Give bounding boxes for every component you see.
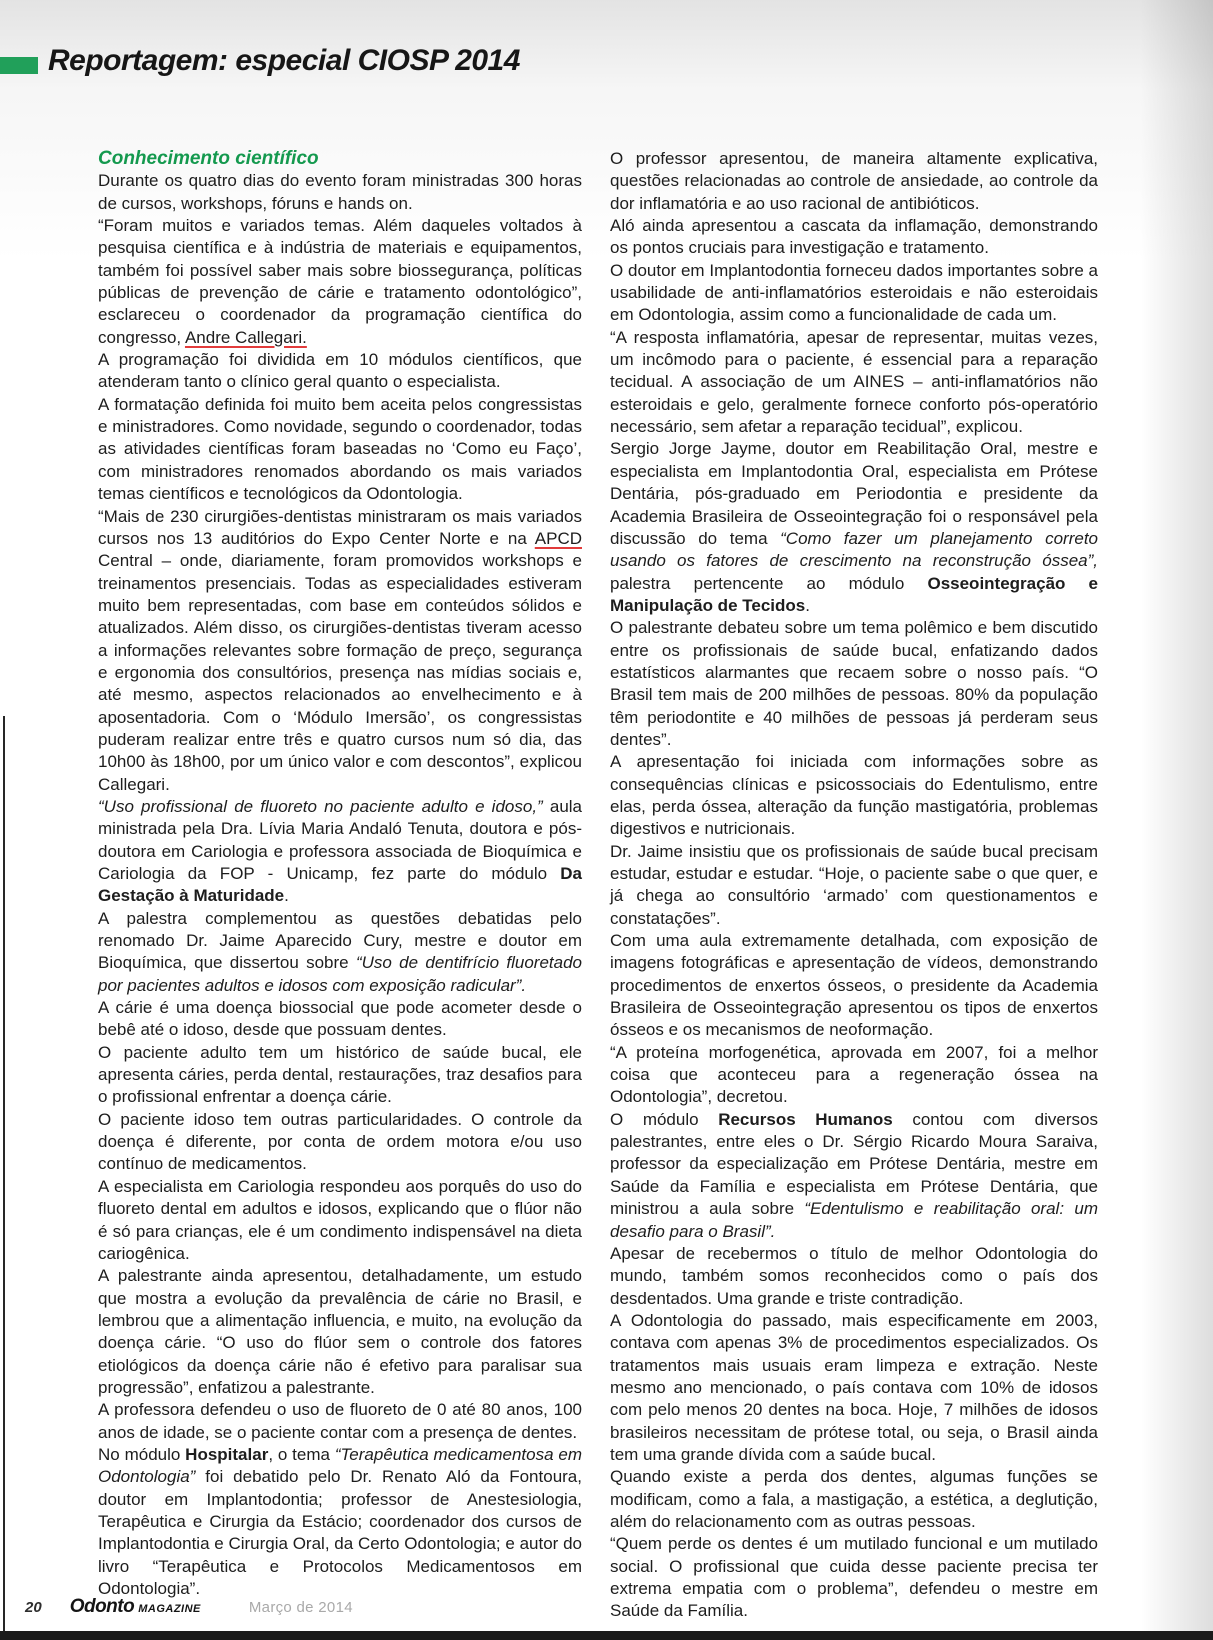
left-column-paragraphs [98,170,582,1600]
text-segment: O palestrante debateu sobre um tema polêmico e bem discutido entre os profissionais de saúde bucal, enfatizando dados estatísticos alarmantes que recaem sobre o nosso país. “O Brasil tem mais de 200 milhões de pessoas. 80% da população têm periodontite e 40 milhões de pessoas já perderam seus dentes”. [610,618,1098,749]
paragraph [98,1109,582,1176]
text-segment: A programação foi dividida em 10 módulos científicos, que atenderam tanto o clínico geral quanto o especialista. [98,350,582,392]
text-segment: A cárie é uma doença biossocial que pode acometer desde o bebê até o idoso, desde que possuam dentes. [98,998,582,1040]
right-column-paragraphs [610,148,1098,1623]
text-segment: contou com diversos palestrantes, entre eles o Dr. Sérgio Ricardo Moura Saraiva, professor da especialização em Prótese Dentária, mestre em Saúde da Família e especialista em Prótese Dentária, que ministrou a aula sobre [610,1109,1098,1219]
paragraph [610,260,1098,327]
magazine-logo-suffix: MAGAZINE [138,1603,201,1615]
paragraph [610,215,1098,260]
text-segment: Dr. Jaime insistiu que os profissionais de saúde bucal precisam estudar, estudar e estudar. “Hoje, o paciente sabe o que quer, e já chega ao consultório ‘armado’ com questionamentos e constatações”. [610,841,1098,928]
text-segment: A apresentação foi iniciada com informações sobre as consequências clínicas e psicossociais do Edentulismo, entre elas, perda óssea, alteração da função mastigatória, problemas digestivos e nutricionais. [610,752,1098,839]
text-segment: A palestrante ainda apresentou, detalhadamente, um estudo que mostra a evolução da prevalência de cárie no Brasil, e lembrou que a alimentação influencia, e muito, na evolução da doença cárie. “O uso do flúor sem o controle dos fatores etiológicos da doença cárie não é efetivo para paralisar sua progressão”, enfatizou a palestrante. [98,1266,582,1397]
text-segment: “Terapêutica medicamentosa em Odontologia” [98,1444,582,1487]
paragraph [98,170,582,215]
text-segment: A formatação definida foi muito bem aceita pelos congressistas e ministradores. Como novidade, segundo o coordenador, todas as atividades científicas foram baseadas no ‘Como eu Faço’, com ministradores renomados abordando os mais variados temas científicos e tecnológicos da Odontologia. [98,394,582,504]
text-segment: A Odontologia do passado, mais especificamente em 2003, contava com apenas 3% de procedimentos especializados. Os tratamentos mais usuais eram limpeza e extração. Neste mesmo ano mencionado, o país contava com 10% de idosos com pelo menos 20 dentes na boca. Hoje, 7 milhões de idosos brasileiros necessitam de prótese total, ou seja, o Brasil ainda tem uma grande dívida com a saúde bucal. [610,1310,1098,1464]
text-segment: “Foram muitos e variados temas. Além daqueles voltados à pesquisa científica e à indústria de materiais e equipamentos, também foi possível saber mais sobre biossegurança, políticas públicas de prevenção de cárie e tratamento odontológico”, esclareceu o coordenador da programação científica do congresso, [98,216,582,347]
paragraph [610,751,1098,840]
text-segment: O doutor em Implantodontia forneceu dados importantes sobre a usabilidade de anti-inflamatórios esteroidais e não esteroidais em Odontologia, assim como a funcionalidade de cada um. [610,260,1098,325]
page-title: Reportagem: especial CIOSP 2014 [48,44,520,77]
text-segment: Osseointegração e Manipulação de Tecidos [610,573,1098,615]
bottom-bar [0,1631,1213,1640]
paragraph [610,327,1098,439]
paragraph [98,1444,582,1600]
text-segment: Com uma aula extremamente detalhada, com exposição de imagens fotográficas e apresentação de vídeos, demonstrando procedimentos de enxertos ósseos, o presidente da Academia Brasileira de Osseointegração apresentou os tipos de enxertos ósseos e os mecanismos de neoformação. [610,931,1098,1040]
paragraph [98,1399,582,1444]
text-segment: , o tema [268,1444,335,1464]
text-segment: No módulo [98,1444,186,1464]
text-segment: aula ministrada pela Dra. Lívia Maria Andaló Tenuta, doutora e pós-doutora em Cariologia e professora associada de Bioquímica e Cariologia da FOP - Unicamp, fez parte do módulo [98,796,582,883]
text-segment: Recursos Humanos [718,1109,893,1129]
paragraph [98,796,582,908]
text-segment: Quando existe a perda dos dentes, algumas funções se modificam, como a fala, a mastigação, a estética, a deglutição, além do relacionamento com as outras pessoas. [610,1467,1098,1531]
text-segment: Da Gestação à Maturidade [98,864,582,906]
paragraph [610,617,1098,751]
paragraph [610,1466,1098,1533]
paragraph [98,1176,582,1265]
text-segment: Sergio Jorge Jayme, doutor em Reabilitação Oral, mestre e especialista em Implantodontia Oral, especialista em Prótese Dentária, pós-graduado em Periodontia e presidente da Academia Brasileira de Osseointegração foi o responsável pela discussão do tema [610,439,1098,548]
paragraph [98,908,582,997]
text-segment: O módulo [610,1109,719,1129]
text-segment: “Como fazer um planejamento correto usando os fatores de crescimento na reconstrução óssea”, [610,528,1098,571]
text-segment: “Mais de 230 cirurgiões-dentistas ministraram os mais variados cursos nos 13 auditórios do Expo Center Norte e na [98,506,582,548]
page-number: 20 [25,1599,42,1616]
paragraph [610,1533,1098,1622]
paragraph [610,438,1098,617]
paragraph [610,148,1098,215]
paragraph [610,930,1098,1042]
paragraph [610,841,1098,930]
text-segment: “A resposta inflamatória, apesar de representar, muitas vezes, um incômodo para o paciente, é essencial para a reparação tecidual. A associação de um AINES – anti-inflamatórios não esteroidais e gelo, geralmente fornece conforto pós-operatório necessário, sem afetar a reparação tecidual”, explicou. [610,327,1098,437]
text-segment: A palestra complementou as questões debatidas pelo renomado Dr. Jaime Aparecido Cury, mestre e doutor em Bioquímica, que dissertou sobre [98,908,582,973]
paragraph [98,1042,582,1109]
text-segment: O paciente idoso tem outras particularidades. O controle da doença é diferente, por conta de ordem motora e/ou uso contínuo de medicamentos. [98,1109,582,1174]
text-segment: APCD [534,528,582,548]
paragraph [610,1109,1098,1243]
text-segment: “Quem perde os dentes é um mutilado funcional e um mutilado social. O profissional que cuida desse paciente precisa ter extrema empatia com o problema”, defendeu o mestre em Saúde da Família. [610,1534,1098,1621]
text-segment: foi debatido pelo Dr. Renato Aló da Fontoura, doutor em Implantodontia; professor de Anestesiologia, Terapêutica e Cirurgia da Estácio; coordenador dos cursos de Implantodontia e Cirurgia Oral, da Certo Odontologia; e autor do livro “Terapêutica e Protocolos Medicamentosos em Odontologia”. [98,1467,582,1598]
text-segment: O paciente adulto tem um histórico de saúde bucal, ele apresenta cáries, perda dental, restaurações, traz desafios para o profissional enfrentar a doença cárie. [98,1042,582,1107]
paragraph [98,349,582,394]
text-segment: Aló ainda apresentou a cascata da inflamação, demonstrando os pontos cruciais para investigação e tratamento. [610,216,1098,258]
text-segment: Durante os quatro dias do evento foram ministradas 300 horas de cursos, workshops, fóruns e hands on. [98,171,582,213]
text-segment: Apesar de recebermos o título de melhor Odontologia do mundo, também somos reconhecidos como o país dos desdentados. Uma grande e triste contradição. [610,1243,1098,1308]
text-segment: . [805,595,810,615]
paragraph [610,1310,1098,1466]
text-segment: O professor apresentou, de maneira altamente explicativa, questões relacionadas ao controle de ansiedade, ao controle da dor inflamatória e ao uso racional de antibióticos. [610,149,1098,213]
issue-date: Março de 2014 [248,1599,353,1616]
right-column [610,148,1098,1623]
paragraph [98,506,582,796]
text-segment: A especialista em Cariologia respondeu aos porquês do uso do fluoreto dental em adultos e idosos, explicando que o flúor não é só para crianças, ele é um condimento indispensável na dieta cariogênica. [98,1176,582,1263]
text-segment: “Edentulismo e reabilitação oral: um desafio para o Brasil”. [610,1199,1098,1241]
text-segment: Andre Callegari. [184,327,307,347]
text-segment: A professora defendeu o uso de fluoreto de 0 até 80 anos, 100 anos de idade, se o paciente contar com a presença de dentes. [98,1400,582,1442]
text-segment: Central – onde, diariamente, foram promovidos workshops e treinamentos presenciais. Todas as especialidades estiveram muito bem representadas, com base em conteúdos sólidos e atualizados. Além disso, os cirurgiões-dentistas tiveram acesso a informações relevantes sobre formação de preço, segurança e ergonomia dos consultórios, presença nas mídias sociais e, até mesmo, aspectos relacionados ao envelhecimento e à aposentadoria. Com o ‘Módulo Imersão’, os congressistas puderam realizar entre três e quatro cursos num só dia, das 10h00 às 18h00, por um único valor e com descontos”, explicou Callegari. [98,551,582,794]
text-segment: “Uso de dentifrício fluoretado por pacientes adultos e idosos com exposição radicular”. [98,953,582,995]
footer [25,1596,353,1618]
text-segment: palestra pertencente ao módulo [610,573,928,593]
paragraph [98,997,582,1042]
paragraph [98,1265,582,1399]
text-segment: Hospitalar [185,1444,269,1464]
magazine-logo: Odonto [69,1596,135,1617]
text-segment: . [284,886,289,906]
left-column [98,148,582,1600]
paragraph [610,1042,1098,1109]
paragraph [98,394,582,506]
paragraph [610,1243,1098,1310]
text-segment: “Uso profissional de fluoreto no paciente adulto e idoso,” [98,796,550,816]
page-edge-line [3,716,5,1632]
text-segment: “A proteína morfogenética, aprovada em 2007, foi a melhor coisa que aconteceu para a regeneração óssea na Odontologia”, decretou. [610,1042,1098,1107]
paragraph [98,215,582,349]
section-heading: Conhecimento científico [98,148,319,169]
header-accent-bar [0,57,38,74]
